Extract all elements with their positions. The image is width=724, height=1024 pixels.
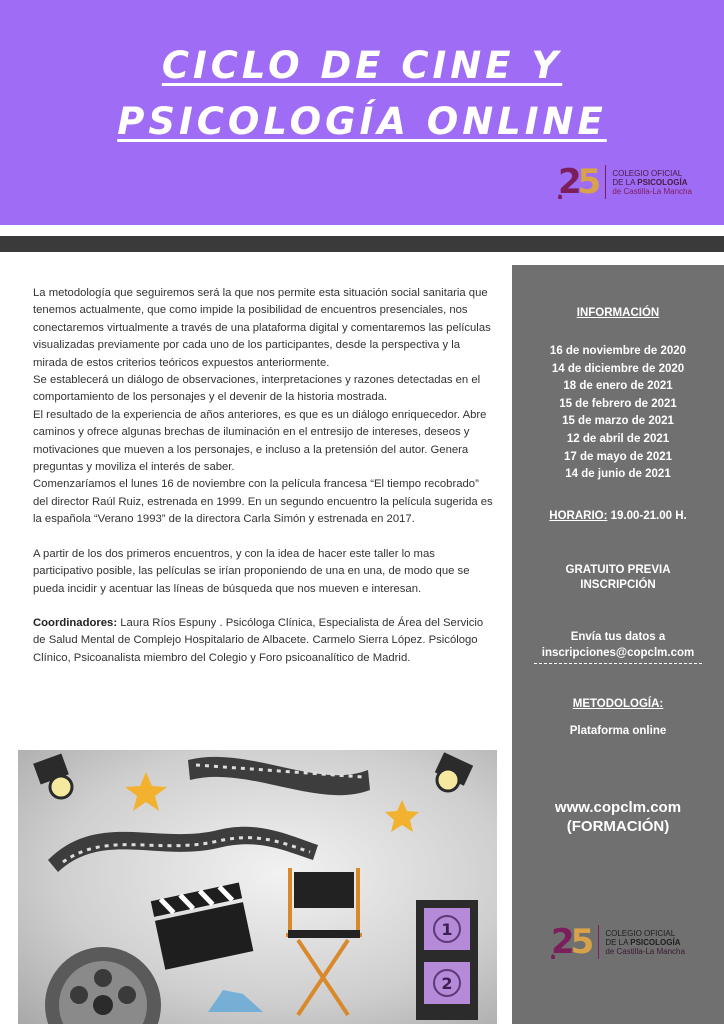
colegio-logo-top [558,162,692,202]
glasses-icon [208,990,263,1012]
envia-text [512,629,724,661]
film-number-1: 1 [441,920,453,939]
gratuito-line1: GRATUITO PREVIA [565,564,671,576]
cinema-illustration [18,750,497,1024]
date-item: 18 de enero de 2021 [563,380,673,393]
metodologia-value: Plataforma online [569,725,667,737]
horario-label: HORARIO: [549,510,608,522]
envia-line1: Envía tus datos a [570,631,666,643]
spotlight-right-icon [435,752,473,791]
logo-text [605,929,685,956]
date-item: 15 de marzo de 2021 [562,415,674,428]
logo-line2 [605,938,685,947]
logo-line2-a: DE LA [612,177,638,187]
gratuito-line2: INSCRIPCIÓN [580,579,656,591]
date-item: 14 de diciembre de 2020 [551,362,685,375]
logo-line3: de Castilla-La Mancha [612,186,692,196]
title-line-1: CICLO DE CINE Y [161,44,563,87]
info-heading: INFORMACIÓN [576,307,660,319]
logo-25-mark [551,922,591,962]
clapperboard-icon [151,883,254,970]
film-reel-icon [45,947,161,1024]
paragraph-start: Comenzaríamos el lunes 16 de noviembre con la película francesa “El tiempo recobrado” del director Raúl Ruiz, estrenada en 1999. En un segundo encuentro la película sugerida es la española “Verano 1993” de la directora Carla Simón y estrenada en 2017. [33,478,493,526]
logo-line2-b: PSICOLOGÍA [637,177,688,187]
logo-line1: COLEGIO OFICIAL [605,928,676,938]
logo-separator [605,165,606,199]
logo-digit-5: 5 [570,922,591,962]
paragraph-result: El resultado de la experiencia de años anteriores, es que es un diálogo enriquecedor. Abre caminos y ofrece algunas brechas de iluminación en el entresijo de intereses, deseos y motivaciones que mueven a los personajes, e incluso a la pretensión del autor. Genera preguntas y moviliza el interés de saber. [33,408,487,474]
horario-line [512,510,724,522]
film-frames-icon [416,900,478,1020]
logo-line1: COLEGIO OFICIAL [612,168,683,178]
date-item: 15 de febrero de 2021 [559,397,677,410]
logo-line2-b: PSICOLOGÍA [630,937,681,947]
description-text [33,285,495,667]
logo-line3: de Castilla-La Mancha [605,946,685,956]
logo-separator [598,925,599,959]
paragraph-dialogue: Se establecerá un diálogo de observaciones, interpretaciones y razones detectadas en el comportamiento de los personajes y el devenir de la historia mostrada. [33,374,481,404]
coordinators-text: Laura Ríos Espuny . Psicóloga Clínica, Especialista de Área del Servicio de Salud Mental de Complejo Hospitalario de Albacete. Carmelo Sierra López. Psicólogo Clínico, Psicoanalista miembro del Colegio y Foro psicoanalítico de Madrid. [33,616,484,664]
logo-25-mark [558,162,598,202]
colegio-logo-bottom [551,922,685,962]
director-chair-icon [286,868,362,1015]
date-item: 14 de junio de 2021 [565,468,671,481]
paragraph-participation: A partir de los dos primeros encuentros, y con la idea de hacer este taller lo mas participativo posible, las películas se irían proponiendo de una en una, de modo que se pueda incidir y acentuar las líneas de búsqueda que nos mueven e interesan. [33,547,470,595]
website-text [512,798,724,836]
logo-text [612,169,692,196]
paragraph-methodology: La metodología que seguiremos será la que nos permite esta situación social sanitaria que tenemos actualmente, que como impide la posibilidad de encuentros presenciales, nos conectaremos virtualmente a través de una plataforma digital y comentaremos las películas visualizadas previamente por cada uno de los participantes, desde la perspectiva y la mirada de estos criterios teóricos expuestos anteriormente. [33,287,491,369]
date-item: 17 de mayo de 2021 [563,450,673,463]
spotlight-left-icon [33,754,72,798]
star-right-icon [385,800,419,832]
cinema-icons-svg [18,750,497,1024]
header-banner [0,0,724,225]
email-link[interactable]: inscripciones@copclm.com [541,647,695,659]
metodologia-heading: METODOLOGÍA: [572,698,664,710]
gratuito-text [512,563,724,593]
logo-digit-5: 5 [577,162,598,202]
logo-digit-2: 2 [551,922,571,962]
title-line-2: PSICOLOGÍA ONLINE [117,100,607,143]
date-item: 12 de abril de 2021 [566,432,670,445]
star-left-icon [125,772,167,811]
date-item: 16 de noviembre de 2020 [549,345,687,357]
coordinators-label: Coordinadores: [33,616,118,629]
info-sidebar [512,265,724,1024]
logo-line2-a: DE LA [605,937,631,947]
paragraph-coordinators [33,615,495,667]
horario-value: 19.00-21.00 H. [607,510,687,522]
dashed-divider [534,663,702,664]
logo-digit-2: 2 [558,162,578,202]
film-number-2: 2 [441,974,453,993]
website-formacion: (FORMACIÓN) [566,818,670,835]
session-dates-list [512,343,724,484]
website-link[interactable]: www.copclm.com [554,799,682,816]
dark-divider-bar [0,236,724,252]
logo-line2 [612,178,692,187]
